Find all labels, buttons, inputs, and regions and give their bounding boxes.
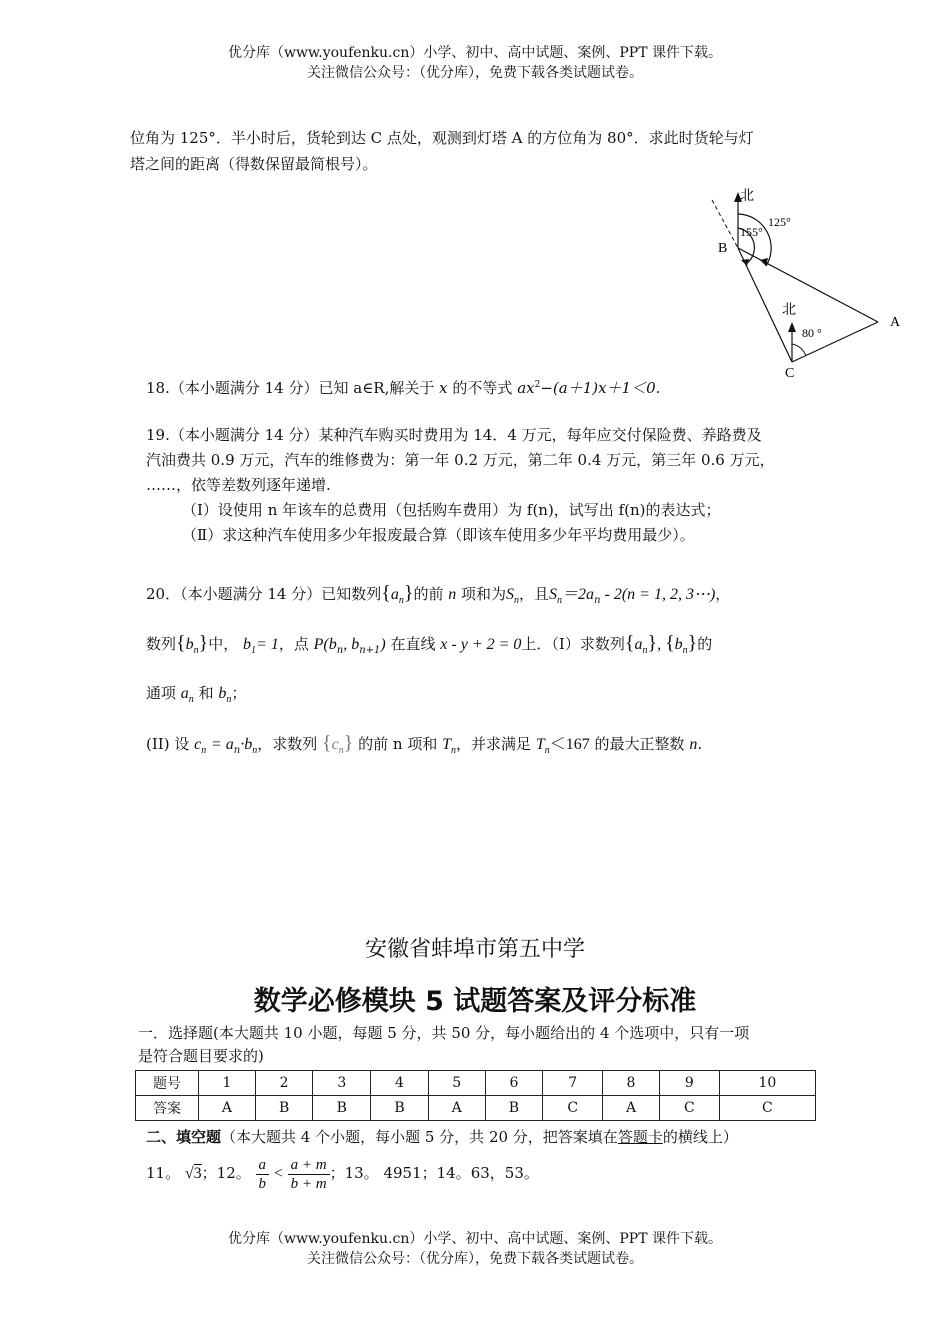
question-18 [146,374,660,399]
arc-80 [792,344,806,356]
table-cell: 8 [603,1071,660,1096]
q20-s-n-2: $S_n$ [549,586,563,606]
table-cell: 2 [255,1071,313,1096]
table-cell: B [485,1096,543,1121]
q20-text-front: 的前 [413,585,444,603]
q20-var-n-2: n [689,736,698,753]
label-point-a: A [890,315,901,330]
section-2-bold: 二、填空题 [146,1128,222,1146]
table-cell: A [428,1096,485,1121]
q18-expr-a: ax [517,379,535,397]
fill-11: 11。 [146,1164,181,1182]
q20-tn-2: $T_n$ [535,736,550,756]
q18-expr-rest: −(a＋1)x＋1＜0. [540,379,661,397]
q20-line-4 [146,732,702,762]
q20-l4-a: (II) 设 [146,735,190,753]
frac-num-a: a [256,1156,270,1175]
school-name: 安徽省蚌埠市第五中学 [364,937,585,962]
table-cell: 1 [199,1071,256,1096]
q20-point-c: ) [380,636,386,653]
q20-l4-e: 的最大正整数 [594,735,685,753]
q19-part-1: （Ⅰ）设使用 n 年该车的总费用（包括购车费用）为 f(n)，试写出 f(n)的表达式； [182,501,721,519]
table-row-answers [136,1096,816,1121]
q18-prefix: 18.（本小题满分 14 分）已知 a∈R,解关于 [146,379,435,397]
q20-l2-f: 的 [697,635,713,653]
arc-155-arrowhead [741,259,749,266]
footer-line-2: 关注微信公众号：（优分库），免费下载各类试题试卷。 [307,1251,643,1267]
q20-text-sum: 项和为 [461,585,507,603]
label-angle-125: 125° [768,215,791,229]
section-2-underlined: 答题卡 [617,1128,663,1146]
table-row-numbers [136,1071,816,1096]
table-cell: 4 [371,1071,429,1096]
section-2-rest-b: 的横线上） [662,1128,738,1146]
footer-line-1: 优分库（www.youfenku.cn）小学、初中、高中试题、案例、PPT 课件下载。 [227,1231,722,1247]
less-than: < [273,1165,283,1182]
label-north-top: 北 [740,188,754,204]
q20-line-1 [146,582,730,612]
q20-l2-c: ，点 [278,635,309,653]
q20-l2-b: 中， [208,635,239,653]
q20-var-n: n [448,586,457,603]
q20-seq-b: $\{b_n\}$ [176,632,209,656]
q17-text-line-2: 塔之间的距离（得数保留最简根号）。 [130,155,378,173]
q20-formula-b: - 2(n = 1, 2, 3⋯) [600,586,716,603]
table-cell: 7 [543,1071,603,1096]
q19-line-2: 汽油费共 0.9 万元，汽车的维修费为：第一年 0.2 万元，第二年 0.4 万元，第三年 0.6 万元， [146,451,775,469]
table-cell: 5 [428,1071,485,1096]
q20-point-sub2: n+1 [359,645,381,656]
frac-num-am: a + m [288,1156,330,1175]
section-2-rest-a: （本大题共 4 个小题，每小题 5 分，共 20 分，把答案填在 [221,1128,618,1146]
bearing-diagram [700,180,920,380]
q20-l2-e: 上．（I）求数列 [521,635,625,653]
label-point-c: C [785,366,795,380]
q20-l3-c: ； [231,684,247,702]
q17-text-line-1: 位角为 125°．半小时后，货轮到达 C 点处，观测到灯塔 A 的方位角为 80°．求此时货轮与灯 [130,129,754,147]
table-cell: 9 [659,1071,719,1096]
section-2-heading [146,1126,738,1148]
fill-rest: ；13。 4951；14。63，53。 [329,1164,539,1182]
segment-ba [738,248,878,322]
fill-12: ；12。 [201,1164,251,1182]
q20-c-def: = a [211,736,234,753]
fraction-a-b [256,1156,270,1193]
answer-table [135,1070,816,1121]
q18-mid: 的不等式 [452,379,513,397]
q20-point-b: , b [343,636,360,653]
table-cell: 3 [313,1071,371,1096]
q20-line-eq: x - y + 2 = 0 [440,636,522,653]
q20-prefix: 20．（本小题满分 14 分）已知数列 [146,585,382,603]
table-cell: B [371,1096,429,1121]
label-point-b: B [718,241,728,256]
q19-part-2: （Ⅱ）求这种汽车使用多少年报废最合算（即该车使用多少年平均费用最少）。 [182,526,695,544]
table-cell: C [659,1096,719,1121]
q19-line-1: 19.（本小题满分 14 分）某种汽车购买时费用为 14．4 万元，每年应交付保险费、养路费及 [146,426,762,444]
header-line-2: 关注微信公众号：（优分库），免费下载各类试题试卷。 [307,65,643,81]
q20-s-n: $S_n$ [506,586,520,606]
q20-bn: $b_n$ [218,685,232,705]
q20-l3-b: 和 [198,684,214,702]
q20-line-2 [146,632,712,662]
q20-l2-d: 在直线 [390,635,436,653]
label-north-mid: 北 [782,302,796,318]
table-cell: 10 [719,1071,815,1096]
q20-c-def-sub: n [233,745,241,756]
table-cell: C [719,1096,815,1121]
table-cell: C [543,1096,603,1121]
q20-l4-d: ，并求满足 [456,735,532,753]
q20-l4-f: . [697,735,703,753]
table-cell: B [255,1096,313,1121]
fill-answers [146,1153,539,1194]
q20-text-and: ，且 [519,585,550,603]
table-cell: A [199,1096,256,1121]
q20-an: $a_n$ [180,685,194,705]
q20-ineq: ＜167 [549,736,590,753]
q18-expr-sup: 2 [534,380,541,390]
q20-b1: $b_1$ [243,636,257,656]
q20-l2-a: 数列 [146,635,177,653]
q20-tn: $T_n$ [442,736,457,756]
q20-cn: $c_n$ [194,736,207,756]
label-angle-155: 155° [740,225,763,239]
frac-den-bm: b + m [290,1175,327,1192]
table-answer-label: 答案 [136,1096,199,1121]
q20-line-3 [146,682,246,711]
q19-line-3: ……，依等差数列逐年递增. [146,476,331,494]
frac-den-b: b [258,1175,267,1192]
table-cell: A [603,1096,660,1121]
q20-formula-sub: n [594,595,601,606]
header-line-1: 优分库（www.youfenku.cn）小学、初中、高中试题、案例、PPT 课件下载。 [227,45,722,61]
q20-point-sub1: n [336,645,344,656]
q20-formula: ＝2a [562,586,595,603]
q20-seq-ab: $\{a_n\}$, $\{b_n\}$ [624,632,698,656]
label-angle-80: 80 ° [802,326,822,340]
q20-point: P(b [313,636,337,653]
q20-seq-a: $\{a_n\}$ [381,582,414,606]
fraction-am-bm [288,1156,330,1193]
q20-c-def-b: $\cdot b_n$ [240,736,258,756]
q20-b1-val: = 1 [256,636,279,653]
answers-title: 数学必修模块 5 试题答案及评分标准 [253,986,697,1017]
q20-l4-c: 的前 n 项和 [358,735,438,753]
table-cell: B [313,1096,371,1121]
q20-seq-c: $\{c_n\}$ [322,732,354,756]
section-1-line-1: 一．选择题(本大题共 10 小题，每题 5 分，共 50 分，每小题给出的 4 个选项中，只有一项 [138,1024,750,1042]
q20-l3-a: 通项 [146,684,177,702]
table-cell: 6 [485,1071,543,1096]
table-header-label: 题号 [136,1071,199,1096]
q20-comma: ， [715,585,731,603]
north-arrowhead-c [788,322,796,332]
sqrt-expression: √3 [184,1165,202,1182]
section-1-line-2: 是符合题目要求的) [138,1047,264,1065]
q18-var-x: x [439,379,448,397]
q20-l4-b: ，求数列 [257,735,318,753]
sqrt-value: 3 [193,1165,202,1182]
